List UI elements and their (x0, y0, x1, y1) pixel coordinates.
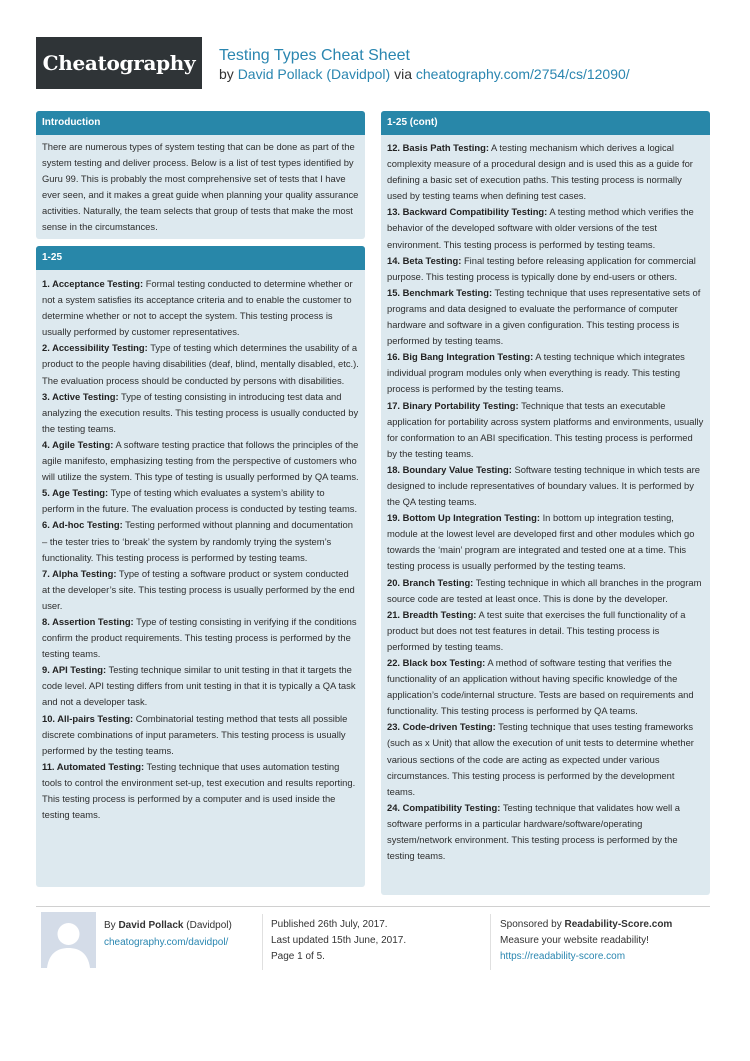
test-type-term: 17. Binary Portability Testing: (387, 399, 519, 411)
test-type-description: Testing technique that uses representative sets of programs and data designed to evaluate the performance of computer hardware and software in a given configuration. This testing process is performed by testing teams. (387, 286, 701, 347)
test-type-term: 14. Beta Testing: (387, 254, 462, 266)
footer-author-name: David Pollack (118, 920, 184, 931)
test-type-description: Testing technique that uses testing frameworks (such as x Unit) that allow the execution of unit tests to determine whether various sections of the code are acting as expected under various circumstances. This testing process is performed by the development teams. (387, 721, 694, 797)
footer-sponsor-block (500, 917, 672, 965)
page-title: Testing Types Cheat Sheet (219, 47, 410, 64)
test-type-description: Testing technique that validates how well a software performs in a particular hardware/software/operating system/network environment. This testing process is performed by the testing teams. (387, 801, 681, 862)
test-type-entry (42, 276, 359, 340)
test-type-description: A software testing practice that follows the principles of the agile manifesto, emphasizing testing from the perspective of customers who will utilize the system. This type of testing is usually performed by QA teams. (42, 438, 359, 483)
test-type-description: Type of testing consisting in introducing test data and analyzing the execution results. This testing process is usually conducted by the testing teams. (42, 390, 359, 434)
test-type-description: A test suite that exercises the full functionality of a product but does not test features in detail. This testing process is performed by testing teams. (387, 608, 686, 652)
byline (219, 66, 630, 82)
footer-author-block (104, 917, 232, 951)
test-type-term: 12. Basis Path Testing: (387, 142, 489, 153)
section-1-25-cont-list (381, 135, 710, 864)
test-type-term: 6. Ad-hoc Testing: (42, 519, 123, 531)
test-type-description: Type of testing a software product or system conducted at the developer’s site. This testing process is usually performed by the end user. (42, 567, 355, 611)
test-type-description: A method of software testing that verifies the functionality of an application without having specific knowledge of the application’s code/internal structure. Tests are based on requirements and functionality. This testing process is performed by QA teams. (387, 657, 694, 717)
test-type-description: Testing technique in which all branches in the program source code are tested at least once. This is done by the developer. (387, 576, 702, 604)
footer-updated: Last updated 15th June, 2017. (271, 935, 407, 946)
test-type-term: 13. Backward Compatibility Testing: (387, 206, 548, 218)
author-link[interactable]: David Pollack (Davidpol) (237, 66, 391, 82)
footer-by-label: By (104, 920, 116, 931)
test-type-term: 3. Active Testing: (42, 390, 119, 402)
test-type-description: Formal testing conducted to determine whether or not a system satisfies its acceptance criteria and to enable the customer to determine whether or not to accept the system. This testing process is usually performed by customer representatives. (42, 278, 353, 338)
test-type-entry (387, 398, 704, 462)
sheet-url-link[interactable]: cheatography.com/2754/cs/12090/ (415, 66, 630, 82)
footer-author-url[interactable]: cheatography.com/davidpol/ (104, 937, 229, 948)
test-type-entry (42, 566, 359, 614)
test-type-term: 10. All-pairs Testing: (42, 712, 134, 724)
test-type-description: Combinatorial testing method that tests all possible discrete combinations of input parameters. This testing process is usually performed by the testing teams. (42, 712, 348, 756)
test-type-entry (42, 711, 359, 759)
test-type-term: 15. Benchmark Testing: (387, 286, 493, 298)
test-type-term: 5. Age Testing: (42, 487, 109, 499)
test-type-entry (387, 575, 704, 607)
test-type-entry (387, 800, 704, 864)
test-type-description: Type of testing which determines the usability of a product to the people having disabilities (deaf, blind, mentally disabled, etc.). The evaluation process should be conducted by persons with disabilities. (42, 342, 359, 386)
test-type-entry (42, 614, 359, 662)
intro-heading: Introduction (36, 111, 365, 135)
test-type-description: A testing mechanism which derives a logical complexity measure of a procedural design and is used this as a guide for defining a basic set of execution paths. This testing process is normally used by testing teams when defining test cases. (387, 142, 693, 202)
test-type-term: 24. Compatibility Testing: (387, 801, 501, 813)
footer-separator (490, 914, 491, 970)
test-type-term: 11. Automated Testing: (42, 760, 145, 772)
test-type-entry (387, 140, 704, 204)
test-type-entry (387, 719, 704, 799)
section-1-25-cont-heading: 1-25 (cont) (381, 111, 710, 135)
footer-sponsor-name: Readability-Score.com (564, 919, 673, 930)
cheatography-logo[interactable]: Cheatography (36, 37, 202, 89)
test-type-term: 22. Black box Testing: (387, 657, 486, 668)
avatar-silhouette-icon (41, 912, 96, 968)
test-type-entry (387, 655, 704, 719)
test-type-description: Testing technique similar to unit testing in that it targets the code level. API testing differs from unit testing in that it is typically a QA task and not a developer task. (42, 664, 356, 708)
byline-via: via (394, 66, 412, 82)
test-type-term: 1. Acceptance Testing: (42, 278, 144, 289)
author-avatar (41, 912, 96, 968)
section-1-25-cont-box (381, 111, 710, 895)
test-type-term: 9. API Testing: (42, 664, 107, 676)
test-type-entry (42, 485, 359, 517)
test-type-term: 21. Breadth Testing: (387, 608, 477, 620)
test-type-term: 16. Big Bang Integration Testing: (387, 351, 534, 363)
test-type-entry (387, 607, 704, 655)
footer-sponsor-url[interactable]: https://readability-score.com (500, 951, 626, 962)
test-type-term: 19. Bottom Up Integration Testing: (387, 512, 540, 524)
byline-prefix: by (219, 66, 234, 82)
test-type-term: 18. Boundary Value Testing: (387, 463, 512, 475)
footer-separator (262, 914, 263, 970)
test-type-description: A testing method which verifies the behavior of the developed software with older versions of the test environment. This testing process is performed by testing teams. (387, 206, 694, 250)
test-type-term: 2. Accessibility Testing: (42, 342, 148, 354)
test-type-entry (387, 285, 704, 349)
test-type-description: Final testing before releasing application for commercial purpose. This testing process is typically done by end-users or others. (387, 254, 696, 282)
test-type-term: 8. Assertion Testing: (42, 615, 134, 627)
test-type-description: Testing technique that uses automation testing tools to control the environment set-up, test execution and results reporting. This testing process is performed by a computer and is used inside the testing teams. (42, 760, 356, 821)
test-type-term: 7. Alpha Testing: (42, 567, 117, 579)
footer-sponsor-prefix: Sponsored by (500, 919, 562, 930)
test-type-entry (42, 437, 359, 485)
test-type-description: Software testing technique in which tests are designed to include representatives of boundary values. It is performed by the QA testing teams. (387, 463, 700, 508)
test-type-description: Type of testing which evaluates a system’s ability to perform in the future. The evaluation process is conducted by testing teams. (42, 487, 358, 515)
test-type-entry (387, 204, 704, 252)
test-type-description: Type of testing consisting in verifying if the conditions confirm the product requirements. This testing process is performed by the testing teams. (42, 615, 357, 660)
section-1-25-box (36, 246, 365, 887)
test-type-description: In bottom up integration testing, module at the lowest level are developed first and other modules which go towards the ‘main’ program are integrated and tested one at a time. This testing process is usually performed by the testing teams. (387, 512, 695, 572)
test-type-term: 20. Branch Testing: (387, 576, 474, 588)
footer-divider (36, 906, 710, 907)
test-type-entry (387, 253, 704, 285)
test-type-term: 4. Agile Testing: (42, 438, 114, 450)
test-type-description: Testing performed without planning and documentation – the tester tries to ‘break’ the system by randomly trying the system’s functionality. This testing process is performed by testing teams. (42, 519, 353, 563)
intro-text: There are numerous types of system testing that can be done as part of the system testing and deliver process. Below is a list of test types identified by Guru 99. This is probably the most comprehensive set of tests that I have ever seen, and it makes a great guide when planning your quality assurance activities. Naturally, the team selects that group of tests that make the most sense in the circumstances. (42, 141, 359, 233)
test-type-entry (387, 349, 704, 397)
test-type-entry (42, 759, 359, 823)
test-type-term: 23. Code-driven Testing: (387, 721, 496, 733)
test-type-description: A testing technique which integrates individual program modules only when everything is ready. This testing process is performed by the testing teams. (387, 351, 685, 395)
section-1-25-list (36, 270, 365, 823)
test-type-entry (387, 462, 704, 510)
test-type-entry (42, 389, 359, 437)
section-1-25-heading: 1-25 (36, 246, 365, 270)
test-type-description: Technique that tests an executable application for portability across system platforms and environments, usually for conformation to an ABI specification. This testing process is performed by the testing teams. (387, 399, 704, 459)
footer-publish-block (271, 917, 406, 965)
test-type-entry (42, 340, 359, 388)
footer-author-handle: (Davidpol) (186, 920, 232, 931)
footer-page: Page 1 of 5. (271, 951, 325, 962)
test-type-entry (42, 517, 359, 565)
intro-box (36, 111, 365, 239)
footer-published: Published 26th July, 2017. (271, 919, 388, 930)
footer-sponsor-tagline: Measure your website readability! (500, 935, 649, 946)
test-type-entry (42, 662, 359, 710)
test-type-entry (387, 510, 704, 574)
